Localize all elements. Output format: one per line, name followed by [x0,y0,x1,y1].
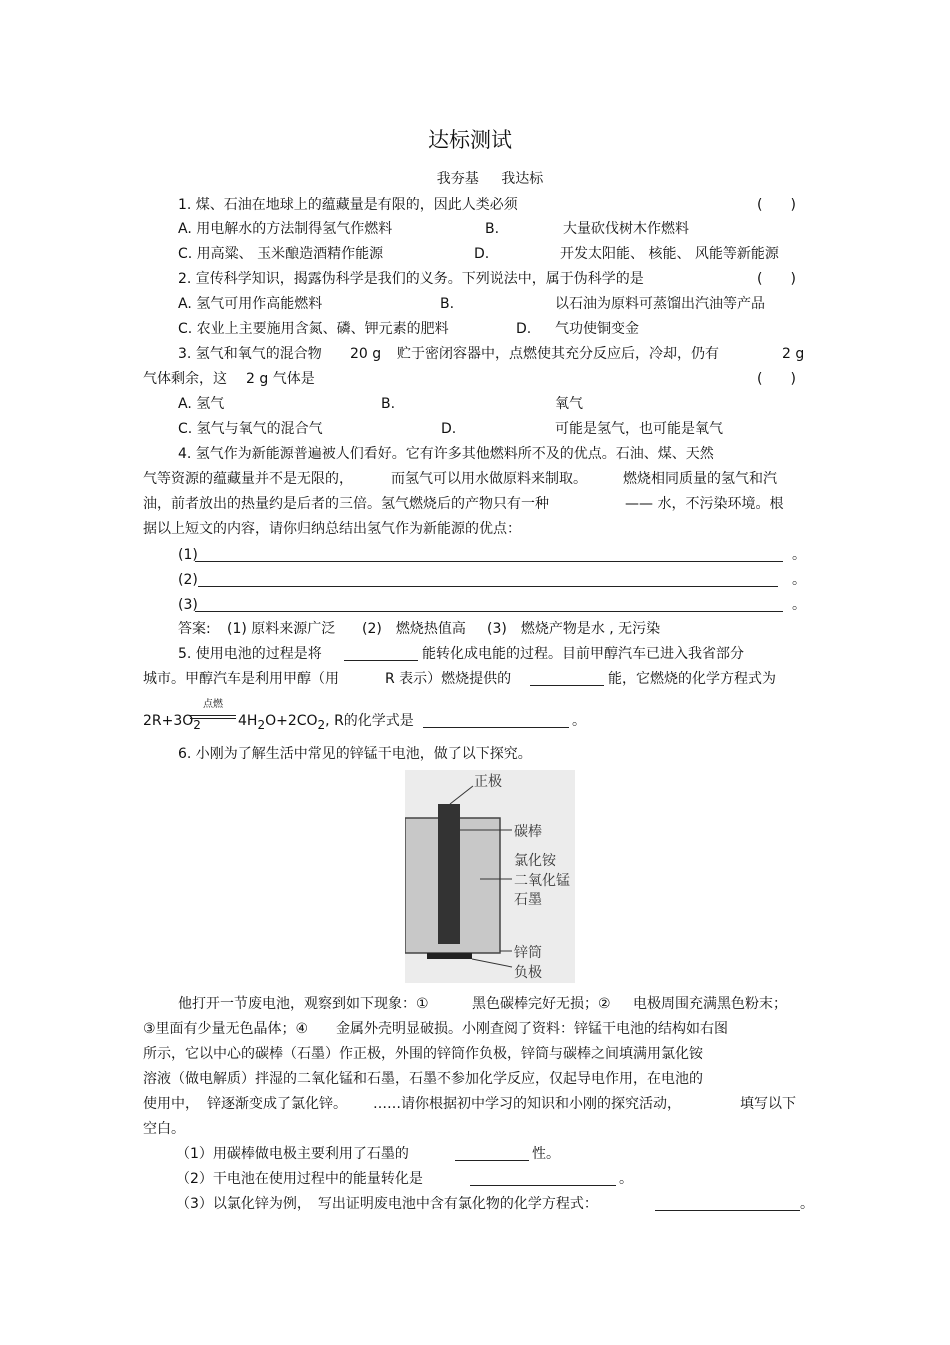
label-carbon-rod: 碳棒 [514,824,542,840]
q3-option-c: C. 氢气与氧气的混合气 [178,421,323,437]
q3-option-b-text: 氧气 [555,396,583,412]
q5-equation-bar-2 [190,718,236,719]
q4-line1: 4. 氢气作为新能源普遍被人们看好。它有许多其他燃料所不及的优点。石油、煤、天然 [178,446,714,462]
q5-line1-b: 能转化成电能的过程。目前甲醇汽车已进入我省部分 [422,646,744,662]
q6-p1-a: 他打开一节废电池，观察到如下现象：① [178,996,429,1012]
q2-option-d-label: D. [516,321,532,337]
q1-option-b-text: 大量砍伐树木作燃料 [563,221,689,237]
q2-option-c: C. 农业上主要施用含氮、磷、钾元素的肥料 [178,321,449,337]
q4-answer-1: (1) 原料来源广泛 [227,621,336,637]
q6-intro: 6. 小刚为了解生活中常见的锌锰干电池，做了以下探究。 [178,746,532,762]
q4-answer-2: (2) 燃烧热值高 [362,621,466,637]
q1-stem: 1. 煤、石油在地球上的蕴藏量是有限的，因此人类必须 [178,197,518,213]
q5-line2-b: R 表示）燃烧提供的 [385,671,512,687]
q5-equation-right: $4H_2O+2CO_2$, R的化学式是 [238,713,414,732]
q1-answer-paren: ( ) [757,197,796,213]
q1-option-c: C. 用高粱、 玉米酿造酒精作能源 [178,246,384,262]
q3-stem-d: 2 g [782,346,805,362]
q4-line3-a: 油，前者放出的热量约是后者的三倍。氢气燃烧后的产物只有一种 [143,496,549,512]
q4-blank2-line[interactable] [198,586,778,587]
q4-blank3-line[interactable] [195,611,783,612]
q4-line2-c: 燃烧相同质量的氢气和汽 [623,471,777,487]
label-negative: 负极 [514,965,542,981]
q6-sub1-b: 性。 [532,1146,560,1162]
label-zinc-can: 锌筒 [514,945,542,961]
negative-terminal [427,953,472,959]
page-title: 达标测试 [428,128,512,152]
q3-stem-c: 贮于密闭容器中，点燃使其充分反应后，冷却，仍有 [397,346,719,362]
q5-blank-energy-2[interactable] [530,685,604,686]
q3-stem-b: 20 g [350,346,382,362]
q3-stem-a: 3. 氢气和氧气的混合物 [178,346,322,362]
q5-equation-condition: 点燃 [203,699,223,710]
q6-p5-a: 使用中， [143,1096,199,1112]
label-positive: 正极 [474,774,502,790]
q5-equation-left: $2R+3O_2$ [143,713,201,732]
q1-option-d-label: D. [474,246,490,262]
q3-answer-paren: ( ) [757,371,796,387]
q6-p5-b: 锌逐渐变成了氯化锌。 [207,1096,347,1112]
q6-p5-c: ……请你根据初中学习的知识和小刚的探究活动， [373,1096,681,1112]
label-filling-3: 石墨 [514,892,542,908]
battery-diagram [405,770,575,983]
q4-blank2-period: 。 [792,572,806,588]
q4-blank2-label: (2) [178,572,198,588]
q2-option-a: A. 氢气可用作高能燃料 [178,296,323,312]
q4-blank3-period: 。 [792,597,806,613]
q5-period: 。 [572,713,586,729]
q4-line3-b: —— 水，不污染环境。根 [625,496,784,512]
q4-blank1-label: (1) [178,547,198,563]
q4-line2-a: 气等资源的蕴藏量并不是无限的， [143,471,353,487]
q6-p1-c: 电极周围充满黑色粉末； [633,996,787,1012]
q5-line2-c: 能，它燃烧的化学方程式为 [608,671,776,687]
q2-option-d-text: 气功使铜变金 [555,321,639,337]
page-subtitle: 我夯基 我达标 [436,171,544,187]
q6-sub2-period: 。 [619,1171,633,1187]
q6-p2-b: 金属外壳明显破损。小刚查阅了资料：锌锰干电池的结构如右图 [336,1021,728,1037]
q2-option-b-text: 以石油为原料可蒸馏出汽油等产品 [555,296,765,312]
q5-line2-a: 城市。甲醇汽车是利用甲醇（用 [143,671,339,687]
q5-blank-energy[interactable] [344,660,418,661]
q4-blank3-label: (3) [178,597,198,613]
label-filling-2: 二氧化锰 [514,873,570,889]
q6-sub3-blank[interactable] [655,1210,800,1211]
q6-p3: 所示，它以中心的碳棒（石墨）作正极，外围的锌筒作负极，锌筒与碳棒之间填满用氯化铵 [143,1046,703,1062]
q6-sub1-a: （1）用碳棒做电极主要利用了石墨的 [176,1146,409,1162]
q1-option-b-label: B. [485,221,500,237]
q6-sub1-blank[interactable] [455,1160,529,1161]
q5-line1-a: 5. 使用电池的过程是将 [178,646,322,662]
q5-blank-formula[interactable] [423,727,569,728]
q6-sub2: （2）干电池在使用过程中的能量转化是 [176,1171,423,1187]
q2-option-b-label: B. [440,296,455,312]
q1-option-d-text: 开发太阳能、 核能、 风能等新能源 [560,246,779,262]
q2-answer-paren: ( ) [757,271,796,287]
q4-line4: 据以上短文的内容，请你归纳总结出氢气作为新能源的优点： [143,521,521,537]
q3-option-b-label: B. [381,396,396,412]
q6-p4: 溶液（做电解质）拌湿的二氧化锰和石墨，石墨不参加化学反应，仅起导电作用，在电池的 [143,1071,703,1087]
q3-option-d-text: 可能是氢气，也可能是氧气 [555,421,723,437]
q6-sub3-period: 。 [800,1196,814,1212]
q6-sub2-blank[interactable] [470,1185,616,1186]
q4-answer-label: 答案: [178,621,211,637]
q2-stem: 2. 宣传科学知识，揭露伪科学是我们的义务。下列说法中，属于伪科学的是 [178,271,644,287]
q3-line2-b: 2 g 气体是 [246,371,315,387]
q1-option-a: A. 用电解水的方法制得氢气作燃料 [178,221,393,237]
q3-line2-a: 气体剩余，这 [143,371,227,387]
q6-p5-d: 填写以下 [740,1096,796,1112]
q6-p1-b: 黑色碳棒完好无损；② [472,996,611,1012]
q4-blank1-line[interactable] [195,561,783,562]
q3-option-a: A. 氢气 [178,396,225,412]
q4-blank1-period: 。 [792,547,806,563]
q3-option-d-label: D. [441,421,457,437]
q5-equation-bar-1 [190,715,236,716]
carbon-rod [438,804,460,944]
q4-answer-3: (3) 燃烧产物是水 , 无污染 [487,621,661,637]
q6-p2-a: ③里面有少量无色晶体；④ [143,1021,309,1037]
q6-p6: 空白。 [143,1121,185,1137]
q4-line2-b: 而氢气可以用水做原料来制取。 [391,471,587,487]
label-filling-1: 氯化铵 [514,853,556,869]
q6-sub3: （3）以氯化锌为例， 写出证明废电池中含有氯化物的化学方程式： [176,1196,598,1212]
